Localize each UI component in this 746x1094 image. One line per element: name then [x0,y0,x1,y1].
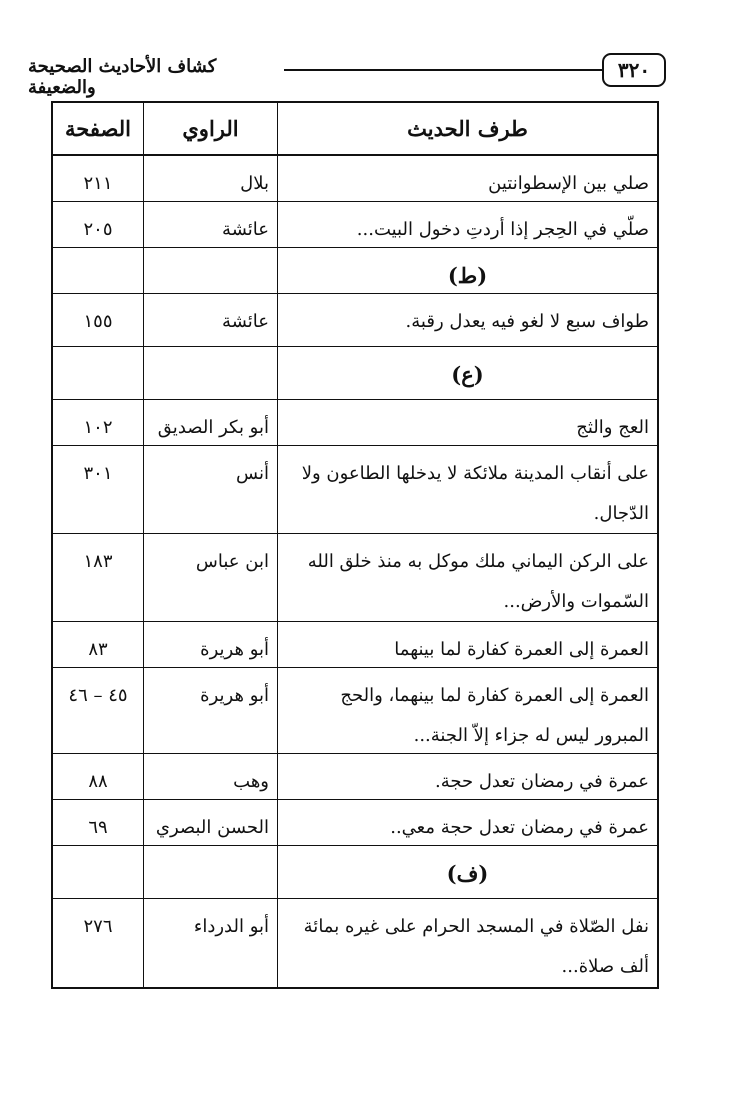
table-row [53,899,657,987]
narrator-cell: وهب [143,754,277,799]
narrator-cell: الحسن البصري [143,800,277,845]
column-header-page: الصفحة [65,116,131,141]
page-number-cell: ٦٩ [88,817,108,838]
narrator-cell: أنس [143,446,277,533]
page-number-cell [53,248,143,293]
narrator-cell [143,347,277,399]
page-number: ٣٢٠ [602,53,666,87]
page-number-cell: ١٨٣ [83,551,113,572]
narrator-cell: بلال [143,156,277,201]
narrator-cell [143,248,277,293]
narrator-cell: أبو الدرداء [143,899,277,987]
page-number-cell: ٤٥ – ٤٦ [68,685,128,706]
hadith-text-cell: على أنقاب المدينة ملائكة لا يدخلها الطاعون ولا الدّجال. [277,446,657,533]
table-row [53,446,657,534]
narrator-cell: أبو بكر الصديق [143,400,277,445]
narrator-cell: ابن عباس [143,534,277,621]
column-header-hadith: طرف الحديث [277,103,657,154]
table-row [53,800,657,846]
table-row [53,400,657,446]
page-number-cell: ٢١١ [83,173,113,194]
hadith-text-cell: عمرة في رمضان تعدل حجة. [277,754,657,799]
book-title: كشاف الأحاديث الصحيحة والضعيفة [28,56,217,98]
page-number-cell: ٣٠١ [83,463,113,484]
section-letter: (ع) [277,347,657,399]
section-letter-row [53,846,657,899]
page-number-cell: ٨٨ [88,771,108,792]
table-row [53,202,657,248]
page-number-cell: ١٥٥ [83,311,113,332]
narrator-cell [143,846,277,898]
hadith-text-cell: طواف سبع لا لغو فيه يعدل رقبة. [277,294,657,346]
table-row [53,156,657,202]
hadith-text-cell: العمرة إلى العمرة كفارة لما بينهما [277,622,657,667]
table-row [53,754,657,800]
page-number-cell: ٨٣ [88,639,108,660]
hadith-text-cell: على الركن اليماني ملك موكل به منذ خلق الله السّموات والأرض... [277,534,657,621]
section-letter-row [53,248,657,294]
table-row [53,622,657,668]
page-number-cell: ٢٧٦ [83,916,113,937]
table-row [53,294,657,347]
narrator-cell: أبو هريرة [143,668,277,753]
hadith-text-cell: صلي بين الإسطوانتين [277,156,657,201]
table-row [53,668,657,754]
hadith-text-cell: العمرة إلى العمرة كفارة لما بينهما، والحج المبرور ليس له جزاء إلاّ الجنة... [277,668,657,753]
page-number-cell [53,347,143,399]
narrator-cell: أبو هريرة [143,622,277,667]
table-row [53,534,657,622]
hadith-text-cell: عمرة في رمضان تعدل حجة معي.. [277,800,657,845]
narrator-cell: عائشة [143,202,277,247]
section-letter: (ط) [277,248,657,293]
column-header-narrator: الراوي [143,103,277,154]
page-number-cell: ٢٠٥ [83,219,113,240]
header-rule [284,69,602,71]
page-number-cell [53,846,143,898]
hadith-text-cell: العج والثج [277,400,657,445]
table-header-row [53,103,657,156]
hadith-text-cell: صلّي في الحِجر إذا أردتِ دخول البيت... [277,202,657,247]
narrator-cell: عائشة [143,294,277,346]
section-letter-row [53,347,657,400]
running-header [20,50,666,98]
section-letter: (ف) [277,846,657,898]
hadith-index-table [51,101,659,989]
hadith-text-cell: نفل الصّلاة في المسجد الحرام على غيره بمائة ألف صلاة... [277,899,657,987]
page-number-cell: ١٠٢ [83,417,113,438]
